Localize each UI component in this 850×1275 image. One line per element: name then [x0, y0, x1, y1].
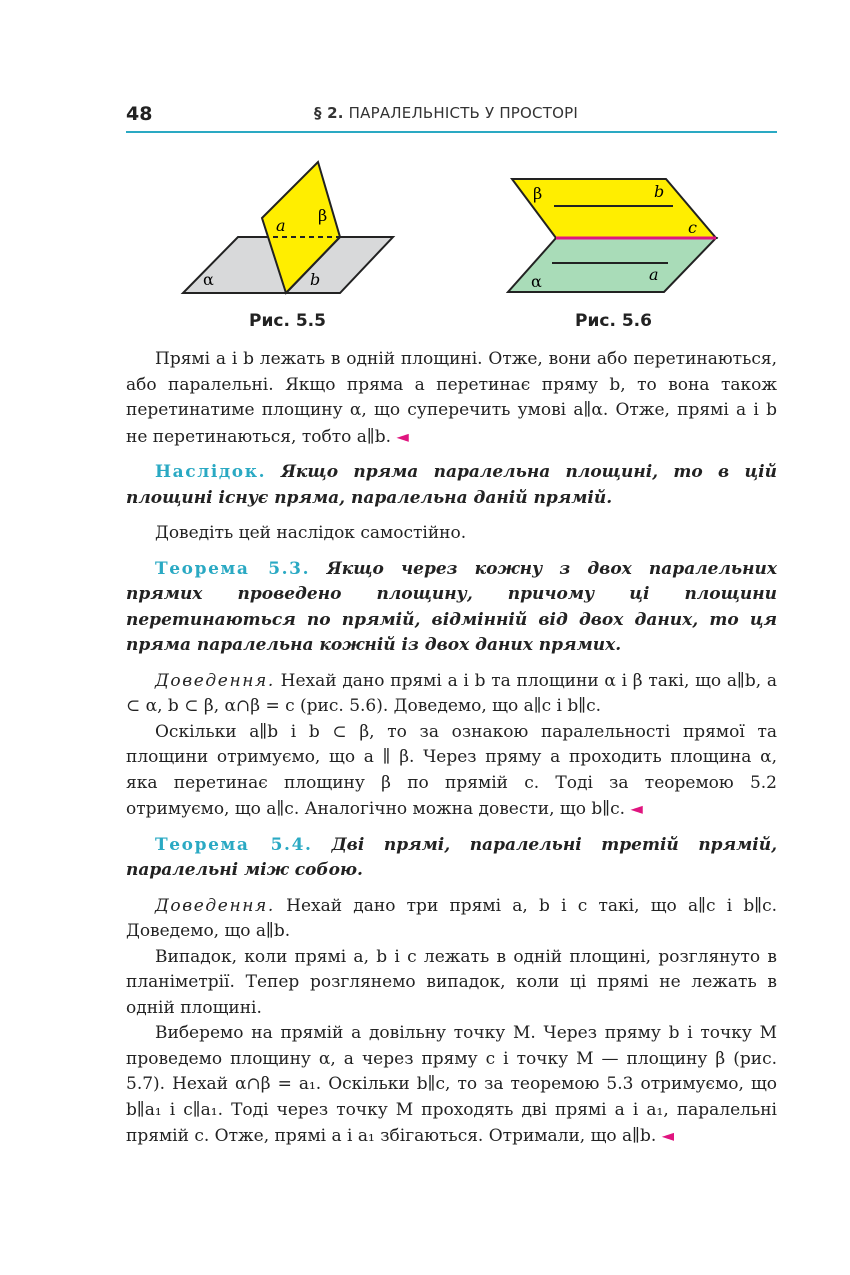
proof-5-4	[126, 894, 777, 945]
paragraph-7-text: Виберемо на прямій a довільну точку M. Через пряму b і точку M проведемо площину α, а через пряму c і точку M — площину β (рис. 5.7). Нехай α∩β = a₁. Оскільки b∥c, то за теоремою 5.3 отримуємо, що b∥a₁ і c∥a₁. Тоді через точку M проходять дві прямі a і a₁, паралельні прямій c. Отже, прямі a і a₁ збігаються. Отримали, що a∥b.	[126, 1023, 777, 1146]
paragraph-2: Доведіть цей наслідок самостійно.	[155, 523, 467, 543]
label-b: b	[310, 270, 321, 289]
body-text	[126, 347, 777, 1150]
caption-5-5: Рис. 5.5	[249, 311, 326, 331]
figure-5-6	[506, 172, 721, 297]
label-beta: β	[533, 184, 543, 203]
end-of-proof-marker: ◄	[630, 799, 643, 818]
corollary-text: Якщо пряма паралельна площині, то в цій площині існує пряма, паралельна даній прямій.	[126, 462, 777, 508]
figure-5-5	[178, 155, 398, 300]
corollary-label: Наслідок.	[155, 462, 267, 482]
corollary	[126, 460, 777, 511]
theorem-5-3-text: Якщо через кожну з двох паралельних прямих проведено площину, причому ці площини перетинаються по прямій, відмінній від двох даних, то ця пряма паралельна кожній із двох даних прямих.	[126, 558, 778, 655]
page-number: 48	[126, 103, 153, 125]
proof-label: Доведення.	[155, 895, 275, 916]
section-title	[314, 104, 578, 122]
caption-5-6: Рис. 5.6	[575, 311, 652, 331]
paragraph-6: Випадок, коли прямі a, b і c лежать в одній площині, розглянуто в планіметрії. Тепер розглянемо випадок, коли ці прямі не лежать в одній площині.	[126, 946, 777, 1018]
paragraph-1	[126, 347, 777, 450]
label-beta: β	[318, 206, 328, 225]
end-of-proof-marker: ◄	[661, 1126, 675, 1145]
paragraph-4	[126, 720, 777, 823]
label-a: a	[276, 216, 286, 235]
end-of-proof-marker: ◄	[396, 426, 409, 446]
theorem-5-3-label: Теорема 5.3.	[155, 558, 311, 579]
theorem-5-4	[126, 833, 777, 884]
paragraph-1-text: Прямі a і b лежать в одній площині. Отже, вони або перетинаються, або паралельні. Якщо пряма a перетинає пряму b, то вона також перетинатиме площину α, що суперечить умові a∥α. Отже, прямі a і b не перетинаються, тобто a∥b.	[126, 349, 777, 447]
paragraph-5-text: Нехай дано три прямі a, b і c такі, що a∥c і b∥c. Доведемо, що a∥b.	[126, 895, 778, 941]
theorem-5-4-label: Теорема 5.4.	[155, 834, 313, 855]
section-title-text: ПАРАЛЕЛЬНІСТЬ У ПРОСТОРІ	[348, 104, 578, 122]
plane-beta	[512, 179, 716, 238]
paragraph-7	[126, 1021, 777, 1150]
label-c: c	[688, 218, 697, 237]
theorem-5-3	[126, 557, 777, 659]
section-mark: § 2.	[314, 104, 344, 122]
label-b: b	[654, 182, 665, 201]
label-a: a	[649, 265, 659, 284]
theorem-5-4-text: Дві прямі, паралельні третій прямій, паралельні між собою.	[126, 834, 777, 880]
label-alpha: α	[203, 270, 214, 289]
proof-5-3	[126, 669, 777, 720]
paragraph-3-text: Нехай дано прямі a і b та площини α і β такі, що a∥b, a ⊂ α, b ⊂ β, α∩β = c (рис. 5.6). Доведемо, що a∥c і b∥c.	[126, 670, 778, 716]
page-header	[126, 97, 777, 133]
label-alpha: α	[531, 272, 542, 291]
paragraph-4-text: Оскільки a∥b і b ⊂ β, то за ознакою паралельності прямої та площини отримуємо, що a ∥ β. Через пряму a проходить площина α, яка перетинає площину β по прямій c. Тоді за теоремою 5.2 отримуємо, що a∥c. Аналогічно можна довести, що b∥c.	[126, 721, 777, 819]
proof-label: Доведення.	[155, 670, 275, 691]
